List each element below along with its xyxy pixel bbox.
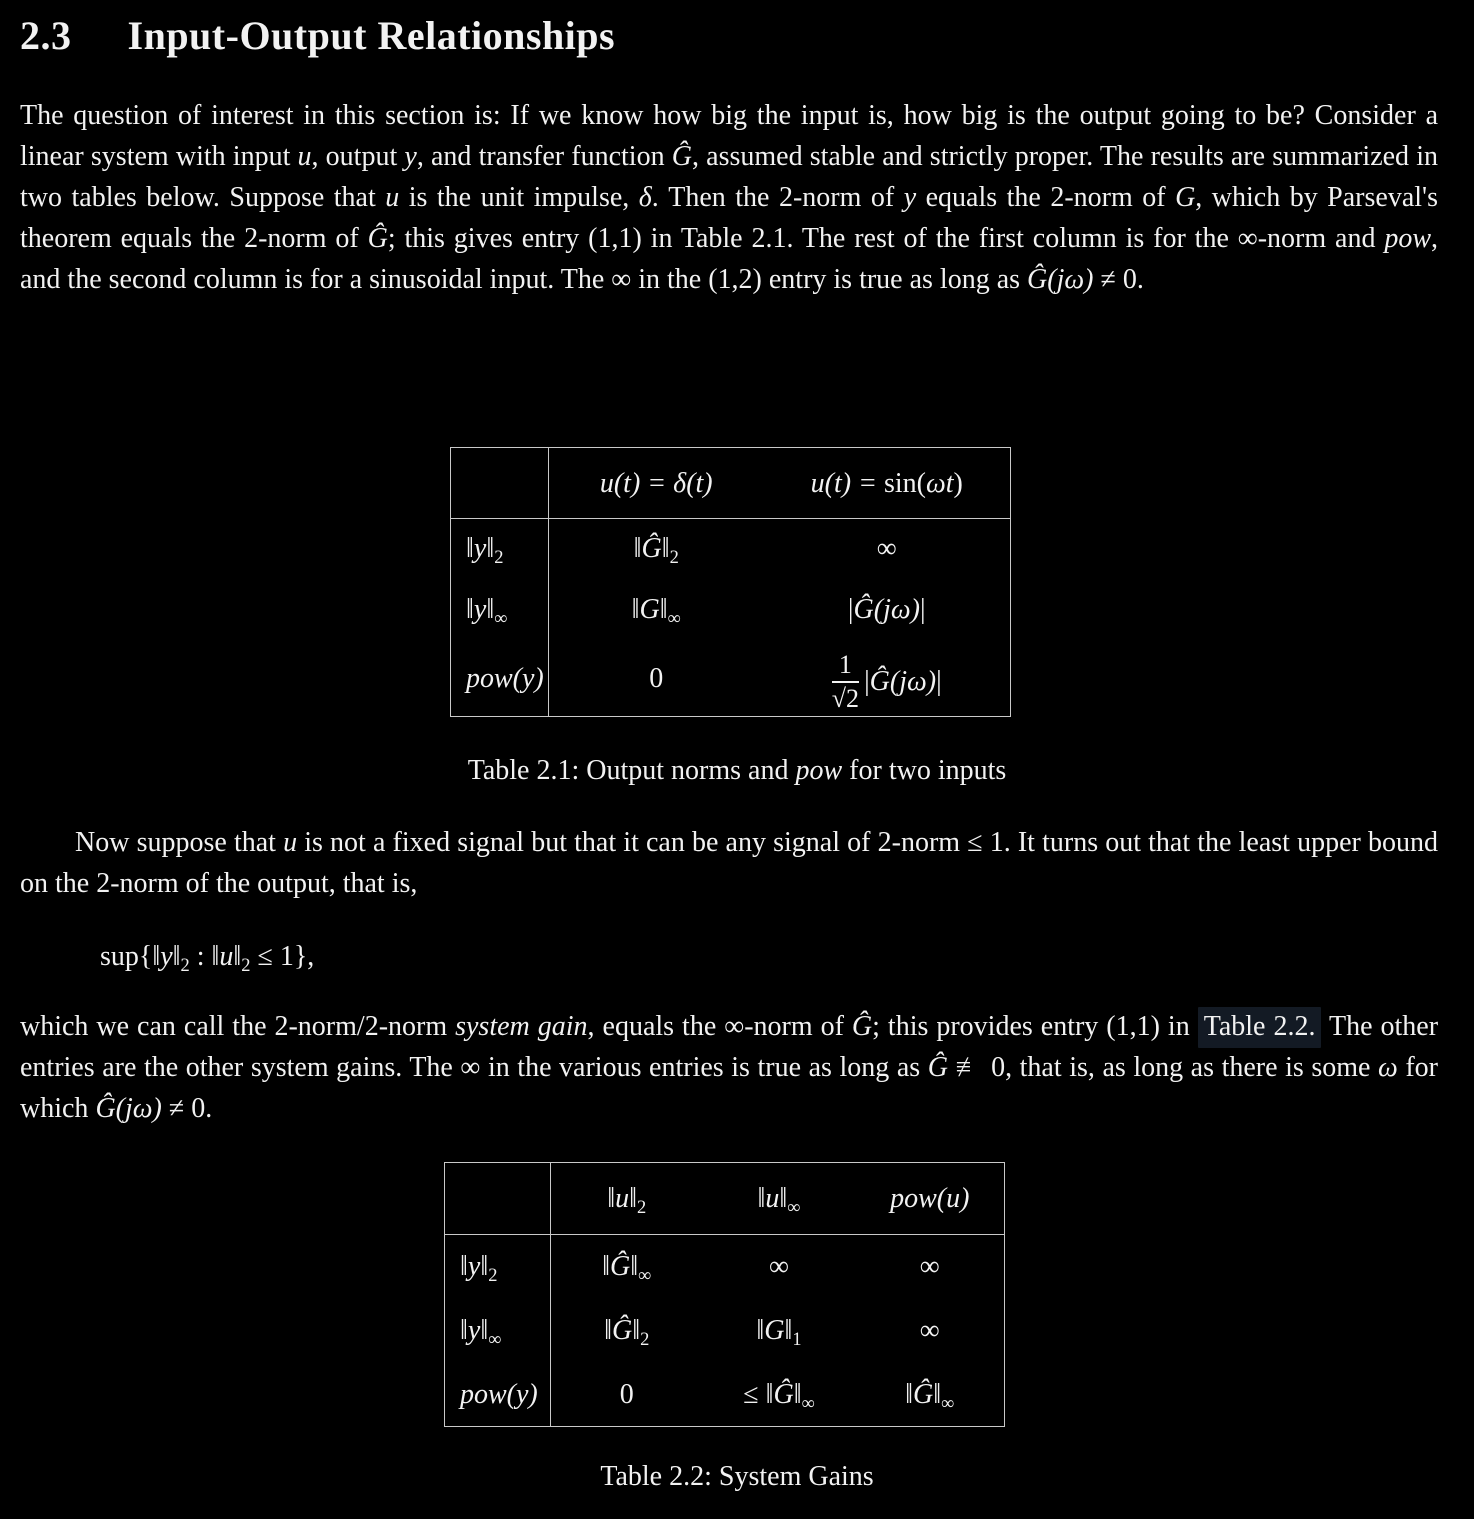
table-cell xyxy=(856,1235,1005,1299)
table-cell xyxy=(764,579,1011,641)
table-row xyxy=(445,1363,1005,1427)
section-number: 2.3 xyxy=(20,13,72,58)
text-segment: is the unit impulse, xyxy=(399,182,639,213)
text-segment: 0 xyxy=(649,662,664,694)
text-segment: u xyxy=(385,182,400,213)
text-segment: ≤ 1}, xyxy=(250,941,315,972)
text-segment: y xyxy=(473,533,487,565)
table-cell xyxy=(856,1363,1005,1427)
text-segment: G xyxy=(639,594,660,625)
system-gain-paragraph xyxy=(20,1006,1438,1129)
table-cell xyxy=(551,1363,703,1427)
text-segment: Ĝ xyxy=(773,1378,794,1410)
text-segment: Ĝ xyxy=(671,141,692,172)
empty-corner-cell xyxy=(451,448,549,519)
table-row xyxy=(451,519,1011,579)
text-segment: sin( xyxy=(883,467,926,499)
text-segment: ‖ xyxy=(630,1251,639,1283)
middle-paragraph xyxy=(20,822,1438,904)
text-segment: pow(y) xyxy=(466,662,544,694)
text-segment: ‖ xyxy=(629,1183,637,1214)
row-label-y-infnorm xyxy=(445,1299,551,1363)
text-segment: 2 xyxy=(180,954,190,975)
row-label-pow-y xyxy=(445,1363,551,1427)
text-segment: : ‖ xyxy=(189,941,220,972)
text-segment: system gain xyxy=(455,1011,588,1042)
text-segment: y xyxy=(467,1315,481,1346)
text-segment: Table 2.1: Output norms and xyxy=(467,755,796,786)
fraction-factor xyxy=(864,661,942,702)
text-segment: u xyxy=(283,827,298,858)
text-segment: ; this gives entry (1,1) in Table 2.1. The rest of the first column is for the ∞-norm and xyxy=(387,223,1385,254)
text-segment: u(t) = δ(t) xyxy=(599,467,713,499)
text-segment: ∞ xyxy=(941,1392,955,1413)
text-segment: Ĝ xyxy=(612,1315,633,1346)
text-segment: y xyxy=(404,141,417,172)
empty-corner-cell xyxy=(445,1163,551,1235)
text-segment: for two inputs xyxy=(842,755,1007,786)
text-segment: The other entries are the other system gains. The ∞ in the various entries is true as long as xyxy=(20,1011,1439,1083)
table-row xyxy=(451,641,1011,717)
text-segment: ‖ xyxy=(756,1315,765,1346)
text-segment: ≤ ‖ xyxy=(743,1378,774,1410)
table-cell xyxy=(703,1299,856,1363)
text-segment: ‖ xyxy=(460,1315,468,1346)
text-segment: Ĝ(jω) xyxy=(1027,264,1094,295)
text-segment: , equals the ∞-norm of xyxy=(587,1011,852,1042)
text-segment: u xyxy=(615,1183,630,1214)
text-segment: Ĝ xyxy=(610,1251,631,1283)
fraction-numerator: 1 xyxy=(838,649,852,679)
text-segment: pow xyxy=(1384,223,1431,254)
text-segment: ‖ xyxy=(466,594,474,625)
text-segment: ∞ xyxy=(769,1251,789,1283)
text-segment: u xyxy=(219,941,234,972)
text-segment: 2 xyxy=(488,1265,498,1286)
text-segment: sup{‖ xyxy=(100,941,161,972)
column-header-u-2norm xyxy=(551,1163,703,1235)
text-segment: Ĝ(jω) xyxy=(95,1093,162,1124)
text-segment: ∞ xyxy=(919,1315,940,1346)
text-segment: 2 xyxy=(637,1196,647,1217)
text-segment: δ xyxy=(638,182,652,213)
text-segment: y xyxy=(467,1251,481,1283)
text-segment: ‖ xyxy=(779,1183,788,1214)
table-row xyxy=(445,1299,1005,1363)
text-segment: ‖ xyxy=(480,1251,489,1283)
text-segment: The question of interest in this section is: If we know how big the input is, how big is the output going to be? Consider a linear system with input xyxy=(20,100,1438,172)
text-segment: ‖ xyxy=(659,594,668,625)
text-segment: pow xyxy=(795,755,843,786)
table-header-row xyxy=(451,448,1011,519)
table-cell xyxy=(764,519,1011,579)
text-segment: ∞ xyxy=(667,607,681,628)
text-segment: Table 2.2: System Gains xyxy=(600,1461,874,1492)
text-segment: , and the second column is for a sinusoidal input. The ∞ in the (1,2) entry is true as long as xyxy=(20,223,1438,295)
column-header-impulse-input xyxy=(549,448,764,519)
text-segment: Now suppose that xyxy=(75,827,284,858)
text-segment: ‖ xyxy=(480,1315,489,1346)
text-segment: | xyxy=(919,594,926,625)
text-segment: which we can call the 2-norm/2-norm xyxy=(20,1011,456,1042)
table-cell xyxy=(549,641,764,717)
text-segment: ≢ 0, that is, as long as there is some xyxy=(947,1052,1378,1083)
text-segment: ‖ xyxy=(486,533,495,565)
text-segment: u xyxy=(297,141,312,172)
text-segment: G xyxy=(1175,182,1196,213)
table-cell xyxy=(703,1235,856,1299)
output-norms-table xyxy=(450,447,1011,717)
text-segment: ω xyxy=(1378,1052,1398,1083)
text-segment: y xyxy=(903,182,917,213)
text-segment: Ĝ xyxy=(641,533,662,565)
text-segment: ∞ xyxy=(638,1265,652,1286)
text-segment: pow(y) xyxy=(460,1378,538,1410)
text-segment: ‖ xyxy=(602,1251,611,1283)
section-title: Input-Output Relationships xyxy=(127,13,616,58)
text-segment: u xyxy=(765,1183,780,1214)
text-segment: Ĝ(jω) xyxy=(869,666,937,698)
text-segment: ≠ 0. xyxy=(1093,264,1144,295)
table-cell xyxy=(856,1299,1005,1363)
section-heading xyxy=(20,10,615,62)
text-segment: | xyxy=(847,594,854,625)
text-segment: ∞ xyxy=(494,607,508,628)
text-segment: for which xyxy=(20,1052,1438,1124)
table-cell xyxy=(549,519,764,579)
text-segment: u(t) = xyxy=(810,467,884,499)
row-label-y-2norm xyxy=(451,519,549,579)
text-segment: 0 xyxy=(619,1378,634,1410)
fraction-denominator: √2 xyxy=(831,683,860,713)
table-row xyxy=(445,1235,1005,1299)
table-cell xyxy=(549,579,764,641)
text-segment: ‖ xyxy=(233,941,242,972)
table-cell xyxy=(551,1235,703,1299)
text-segment: ∞ xyxy=(919,1251,940,1283)
text-segment: ‖ xyxy=(793,1378,802,1410)
text-segment: . Then the 2-norm of xyxy=(651,182,904,213)
text-segment: , assumed stable and strictly proper. The results are summarized in two tables below. Suppose that xyxy=(20,141,1439,213)
text-segment: 2 xyxy=(669,547,679,568)
table-cell xyxy=(703,1363,856,1427)
text-segment: 2 xyxy=(241,954,251,975)
text-segment: ‖ xyxy=(905,1378,914,1410)
column-header-sinusoid-input xyxy=(764,448,1011,519)
table-2-2-link[interactable]: Table 2.2. xyxy=(1198,1007,1322,1048)
fraction-bar xyxy=(832,681,859,683)
text-segment: ‖ xyxy=(933,1378,942,1410)
text-segment: ‖ xyxy=(604,1315,613,1346)
text-segment: ωt xyxy=(925,467,954,499)
text-segment: ‖ xyxy=(486,594,495,625)
text-segment: Ĝ xyxy=(927,1052,948,1083)
row-label-pow-y xyxy=(451,641,549,717)
text-segment: | xyxy=(864,666,870,698)
text-segment: is not a fixed signal but that it can be any signal of 2-norm ≤ 1. It turns out that the least upper bound on the 2-norm of the output, that is, xyxy=(20,827,1438,899)
text-segment: ; this provides entry (1,1) in xyxy=(872,1011,1198,1042)
text-segment: , which by Parseval's theorem equals the 2-norm of xyxy=(20,182,1438,254)
text-segment: , and transfer function xyxy=(416,141,672,172)
table-2-1-caption xyxy=(0,750,1474,791)
text-segment: ∞ xyxy=(488,1328,502,1349)
row-label-y-infnorm xyxy=(451,579,549,641)
text-segment: ‖ xyxy=(466,533,474,565)
column-header-pow-u xyxy=(856,1163,1005,1235)
sup-norm-equation xyxy=(100,936,314,977)
text-segment: Ĝ(jω) xyxy=(853,594,920,625)
system-gains-table xyxy=(444,1162,1005,1427)
text-segment: ‖ xyxy=(607,1183,616,1214)
text-segment: 2 xyxy=(494,547,504,568)
text-segment: Ĝ xyxy=(851,1011,873,1042)
table-cell xyxy=(764,641,1011,717)
text-segment: ∞ xyxy=(787,1196,801,1217)
text-segment: ∞ xyxy=(876,533,897,565)
text-segment: ‖ xyxy=(632,1315,641,1346)
output-norms-table-wrapper xyxy=(450,447,1011,717)
text-segment: ‖ xyxy=(460,1251,468,1283)
table-header-row xyxy=(445,1163,1005,1235)
text-segment: Ĝ xyxy=(913,1378,934,1410)
text-segment: G xyxy=(764,1315,785,1346)
system-gains-table-wrapper xyxy=(444,1162,1005,1427)
text-segment: ∞ xyxy=(801,1392,815,1413)
text-segment: Ĝ xyxy=(367,223,388,254)
text-segment: ‖ xyxy=(633,533,642,565)
text-segment: equals the 2-norm of xyxy=(916,182,1176,213)
text-segment: | xyxy=(936,666,942,698)
text-segment: ‖ xyxy=(661,533,670,565)
text-segment: ≠ 0. xyxy=(161,1093,213,1124)
row-label-y-2norm xyxy=(445,1235,551,1299)
text-segment: ) xyxy=(953,467,963,499)
text-segment: ‖ xyxy=(631,594,640,625)
text-segment: 2 xyxy=(640,1328,650,1349)
table-row xyxy=(451,579,1011,641)
text-segment: 1 xyxy=(792,1328,802,1349)
text-segment: y xyxy=(160,941,173,972)
text-segment: ‖ xyxy=(172,941,181,972)
intro-paragraph xyxy=(20,95,1438,300)
fraction-expression xyxy=(832,651,942,713)
text-segment: y xyxy=(473,594,487,625)
table-cell xyxy=(551,1299,703,1363)
table-2-2-caption xyxy=(0,1456,1474,1497)
fraction xyxy=(832,651,859,713)
text-segment: , output xyxy=(311,141,405,172)
column-header-u-infnorm xyxy=(703,1163,856,1235)
text-segment: ‖ xyxy=(757,1183,766,1214)
text-segment: pow(u) xyxy=(890,1183,970,1214)
text-segment: ‖ xyxy=(784,1315,793,1346)
